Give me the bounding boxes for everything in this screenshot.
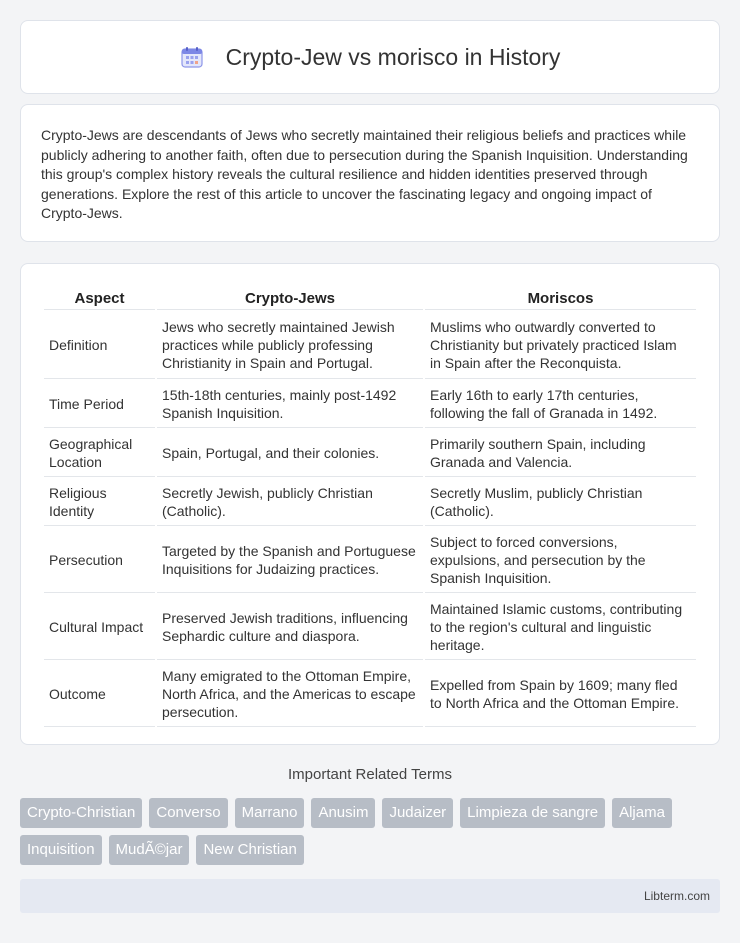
cell-moriscos: Early 16th to early 17th centuries, following the fall of Granada in 1492. <box>425 381 696 428</box>
related-terms-list <box>20 798 720 865</box>
cell-crypto-jews: Many emigrated to the Ottoman Empire, North Africa, and the Americas to escape persecution. <box>157 662 423 727</box>
table-row <box>44 381 696 428</box>
intro-card <box>20 104 720 242</box>
cell-aspect: Religious Identity <box>44 479 155 526</box>
intro-text: Crypto-Jews are descendants of Jews who secretly maintained their religious beliefs and practices while publicly adhering to another faith, often due to persecution during the Spanish Inquisition. Understanding this group's complex history reveals the cultural resilience and hidden identities preserved through generations. Explore the rest of this article to uncover the fascinating legacy and ongoing impact of Crypto-Jews. <box>41 127 688 221</box>
related-terms-title: Important Related Terms <box>288 766 452 783</box>
tag-inquisition[interactable]: Inquisition <box>20 835 102 865</box>
cell-aspect: Cultural Impact <box>44 595 155 660</box>
table-row <box>44 662 696 727</box>
cell-moriscos: Expelled from Spain by 1609; many fled to North Africa and the Ottoman Empire. <box>425 662 696 727</box>
table-row <box>44 595 696 660</box>
cell-moriscos: Muslims who outwardly converted to Christianity but privately practiced Islam in Spain after the Reconquista. <box>425 312 696 379</box>
tag-limpieza-de-sangre[interactable]: Limpieza de sangre <box>460 798 605 828</box>
cell-aspect: Outcome <box>44 662 155 727</box>
cell-moriscos: Maintained Islamic customs, contributing to the region's cultural and linguistic heritage. <box>425 595 696 660</box>
table-row <box>44 312 696 379</box>
cell-crypto-jews: 15th-18th centuries, mainly post-1492 Spanish Inquisition. <box>157 381 423 428</box>
cell-moriscos: Secretly Muslim, publicly Christian (Catholic). <box>425 479 696 526</box>
table-row <box>44 528 696 593</box>
tag-mudejar[interactable]: MudÃ©jar <box>109 835 190 865</box>
cell-aspect: Persecution <box>44 528 155 593</box>
tag-converso[interactable]: Converso <box>149 798 227 828</box>
cell-aspect: Definition <box>44 312 155 379</box>
cell-moriscos: Subject to forced conversions, expulsions, and persecution by the Spanish Inquisition. <box>425 528 696 593</box>
cell-crypto-jews: Preserved Jewish traditions, influencing Sephardic culture and diaspora. <box>157 595 423 660</box>
header-aspect: Aspect <box>44 286 155 310</box>
table-row <box>44 430 696 477</box>
table-row <box>44 479 696 526</box>
footer-source[interactable]: Libterm.com <box>643 889 710 903</box>
tag-aljama[interactable]: Aljama <box>612 798 672 828</box>
tag-new-christian[interactable]: New Christian <box>196 835 303 865</box>
cell-aspect: Time Period <box>44 381 155 428</box>
comparison-card <box>20 263 720 745</box>
cell-crypto-jews: Spain, Portugal, and their colonies. <box>157 430 423 477</box>
header-moriscos: Moriscos <box>425 286 696 310</box>
calendar-icon <box>180 45 204 69</box>
cell-crypto-jews: Jews who secretly maintained Jewish practices while publicly professing Christianity in Spain and Portugal. <box>157 312 423 379</box>
tag-judaizer[interactable]: Judaizer <box>382 798 453 828</box>
cell-moriscos: Primarily southern Spain, including Granada and Valencia. <box>425 430 696 477</box>
tag-marrano[interactable]: Marrano <box>235 798 305 828</box>
cell-crypto-jews: Targeted by the Spanish and Portuguese Inquisitions for Judaizing practices. <box>157 528 423 593</box>
table-header-row <box>44 286 696 310</box>
comparison-table <box>42 284 698 729</box>
cell-aspect: Geographical Location <box>44 430 155 477</box>
cell-crypto-jews: Secretly Jewish, publicly Christian (Catholic). <box>157 479 423 526</box>
footer <box>20 879 720 913</box>
tag-anusim[interactable]: Anusim <box>311 798 375 828</box>
header-crypto-jews: Crypto-Jews <box>157 286 423 310</box>
page-title: Crypto-Jew vs morisco in History <box>225 43 561 70</box>
title-card <box>20 20 720 94</box>
tag-crypto-christian[interactable]: Crypto-Christian <box>20 798 142 828</box>
